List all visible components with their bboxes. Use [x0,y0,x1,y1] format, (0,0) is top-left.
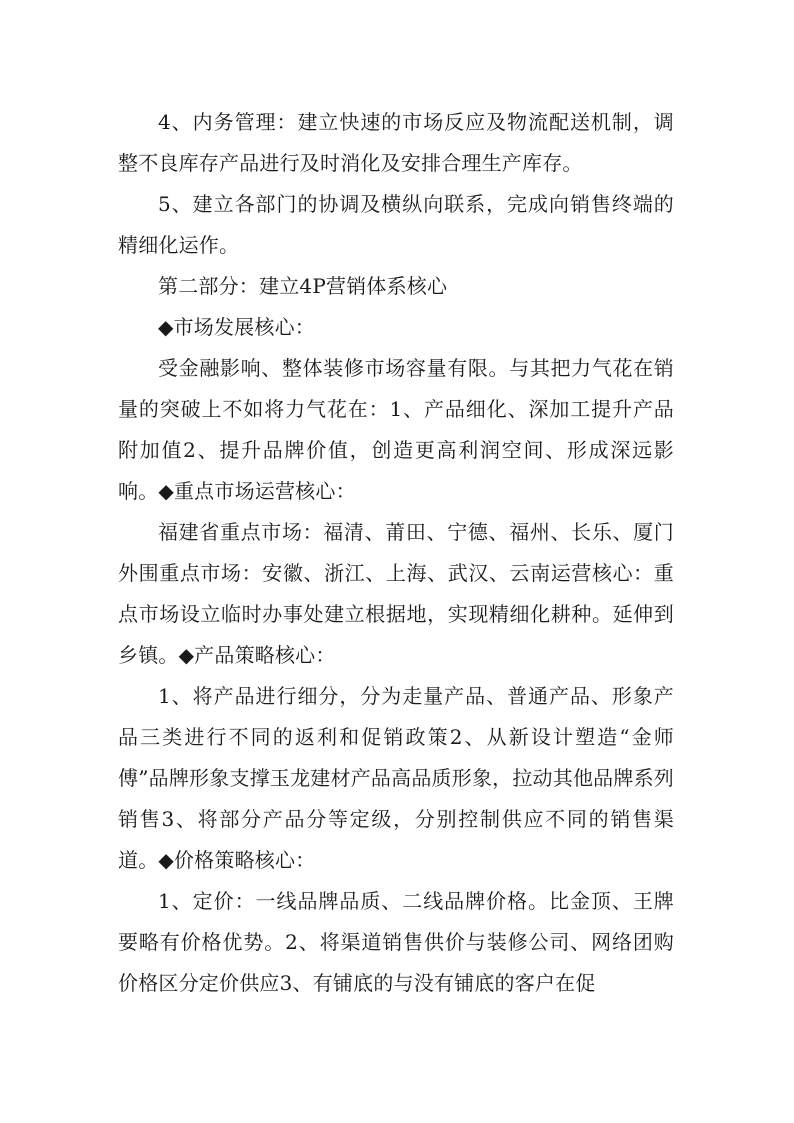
subheading-market-development: ◆市场发展核心： [158,315,315,339]
paragraph-internal-management: 4、内务管理：建立快速的市场反应及物流配送机制，调整不良库存产品进行及时消化及安排合理生产库存。 [118,110,674,175]
paragraph-department-coordination: 5、建立各部门的协调及横纵向联系，完成向销售终端的精细化运作。 [118,192,674,257]
section-heading-part-two: 第二部分：建立4P营销体系核心 [158,274,448,298]
document-body [118,102,674,1004]
paragraph-market-development: 受金融影响、整体装修市场容量有限。与其把力气花在销量的突破上不如将力气花在：1、产品细化、深加工提升产品附加值2、提升品牌价值，创造更高利润空间、形成深远影响。◆重点市场运营核心： [118,356,674,503]
paragraph-product-strategy: 1、将产品进行细分，分为走量产品、普通产品、形象产品三类进行不同的返利和促销政策2、从新设计塑造“金师傅”品牌形象支撑玉龙建材产品高品质形象，拉动其他品牌系列销售3、将部分产品分等定级，分别控制供应不同的销售渠道。◆价格策略核心： [118,684,674,872]
paragraph-key-markets: 福建省重点市场：福清、莆田、宁德、福州、长乐、厦门外围重点市场：安徽、浙江、上海、武汉、云南运营核心：重点市场设立临时办事处建立根据地，实现精细化耕种。延伸到乡镇。◆产品策略核心： [118,520,674,667]
paragraph-pricing-strategy: 1、定价：一线品牌品质、二线品牌价格。比金顶、王牌要略有价格优势。2、将渠道销售供价与装修公司、网络团购价格区分定价供应3、有铺底的与没有铺底的客户在促 [118,889,674,995]
